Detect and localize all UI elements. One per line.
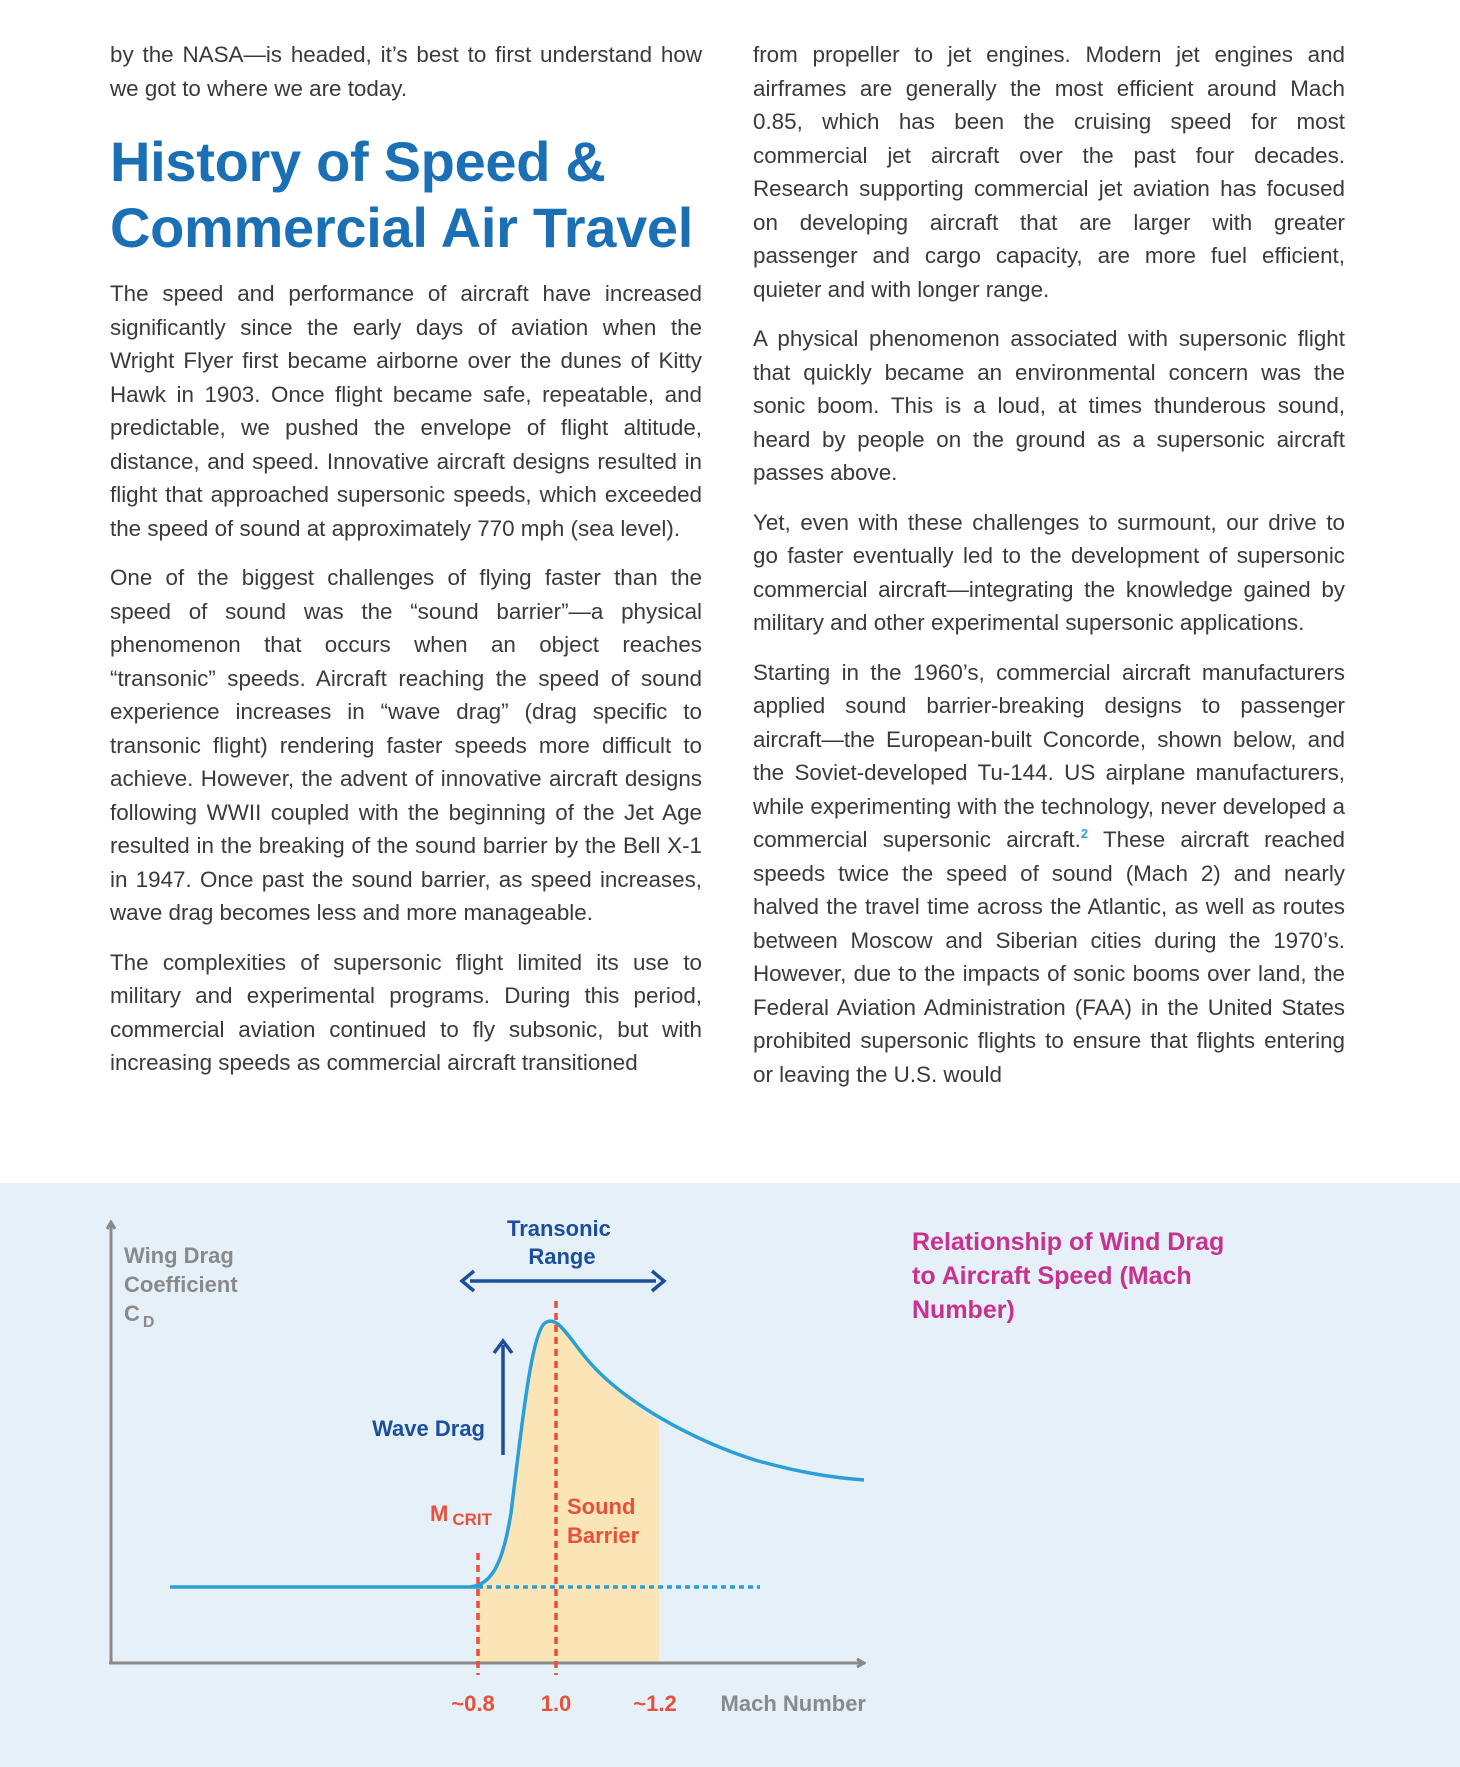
heading-line-2: Commercial Air Travel (110, 196, 694, 259)
figure-panel (0, 1183, 1460, 1767)
concorde-text-before: Starting in the 1960’s, commercial aircraft manufacturers applied sound barrier-breaking designs to passenger aircraft—the European-built Concorde, shown below, and the Soviet-developed Tu-144. US airplane manufacturers, while experimenting with the technology, never developed a commercial supersonic aircraft. (753, 659, 1345, 852)
x-axis-label: Mach Number (720, 1691, 866, 1716)
concorde-text-after: These aircraft reached speeds twice the speed of sound (Mach 2) and nearly halved the travel time across the Atlantic, as well as routes between Moscow and Siberian cities during the 1970’s. However, due to the impacts of sonic booms over land, the Federal Aviation Administration (FAA) in the United States prohibited supersonic flights to ensure that flights entering or leaving the U.S. would (753, 827, 1345, 1087)
mcrit-label-subscript: CRIT (452, 1510, 492, 1529)
x-tick-1-2: ~1.2 (633, 1691, 677, 1716)
figure-title: Relationship of Wind Drag to Aircraft Speed (Mach Number) (912, 1228, 1225, 1324)
sound-barrier-label-line-1: Sound (567, 1494, 636, 1519)
y-axis-symbol (124, 1301, 154, 1331)
y-axis-symbol-subscript: D (142, 1314, 155, 1331)
page-heading (110, 129, 702, 261)
svg-text:Wing Drag Coefficient (124, 1243, 240, 1297)
x-tick-1-0: 1.0 (540, 1691, 572, 1716)
transonic-shaded-area (478, 1321, 659, 1663)
mcrit-label-m: M (430, 1501, 449, 1526)
paragraph-sonic-boom: A physical phenomenon associated with supersonic flight that quickly became an environmental concern was the sonic boom. This is a loud, at times thunderous sound, heard by people on the ground as a supersonic aircraft passes above. (753, 326, 1345, 485)
paragraph-sound-barrier: One of the biggest challenges of flying faster than the speed of sound was the “sound barrier”—a physical phenomenon that occurs when an object reaches “transonic” speeds. Aircraft reaching the speed of sound experience increases in “wave drag” (drag specific to transonic flight) rendering faster speeds more difficult to achieve. However, the advent of innovative aircraft designs following WWII coupled with the beginning of the Jet Age resulted in the breaking of the sound barrier by the Bell X-1 in 1947. Once past the sound barrier, as speed increases, wave drag becomes less and more manageable. (110, 565, 702, 925)
svg-text:Transonic Range (507, 1216, 617, 1269)
paragraph-jet-engines: from propeller to jet engines. Modern jet engines and airframes are generally the most efficient around Mach 0.85, which has been the cruising speed for most commercial jet aircraft over the past four decades. Research supporting commercial jet aviation has focused on developing aircraft that are larger with greater passenger and cargo capacity, are more fuel efficient, quieter and with longer range. (753, 42, 1345, 302)
x-tick-0-8: ~0.8 (451, 1691, 495, 1716)
mcrit-label (430, 1501, 493, 1529)
right-column (753, 38, 1345, 1091)
wave-drag-label: Wave Drag (372, 1416, 485, 1441)
paragraph-supersonic-complexities: The complexities of supersonic flight limited its use to military and experimental programs. During this period, commercial aviation continued to fly subsonic, but with increasing speeds as commercial aircraft transitioned (110, 949, 702, 1075)
y-axis-label-line-1: Wing Drag (124, 1243, 234, 1268)
y-axis-symbol-c: C (124, 1301, 140, 1326)
left-column (110, 38, 702, 1080)
transonic-label-line-1: Transonic (506, 1216, 611, 1241)
transonic-label-line-2: Range (528, 1244, 596, 1269)
heading-line-1: History of Speed & (110, 130, 606, 193)
footnote-marker[interactable]: 2 (1080, 826, 1089, 841)
paragraph-concorde (753, 656, 1345, 1092)
intro-paragraph: by the NASA—is headed, it’s best to first understand how we got to where we are today. (110, 42, 702, 101)
paragraph-speed-performance: The speed and performance of aircraft have increased significantly since the early days of aviation when the Wright Flyer first became airborne over the dunes of Kitty Hawk in 1903. Once flight became safe, repeatable, and predictable, we pushed the envelope of flight altitude, distance, and speed. Innovative aircraft designs resulted in flight that approached supersonic speeds, which exceeded the speed of sound at approximately 770 mph (sea level). (110, 281, 702, 541)
y-axis-label-line-2: Coefficient (124, 1272, 238, 1297)
sound-barrier-label-line-2: Barrier (567, 1523, 640, 1548)
paragraph-drive-faster: Yet, even with these challenges to surmount, our drive to go faster eventually led to the development of supersonic commercial aircraft—integrating the knowledge gained by military and other experimental supersonic applications. (753, 509, 1345, 635)
